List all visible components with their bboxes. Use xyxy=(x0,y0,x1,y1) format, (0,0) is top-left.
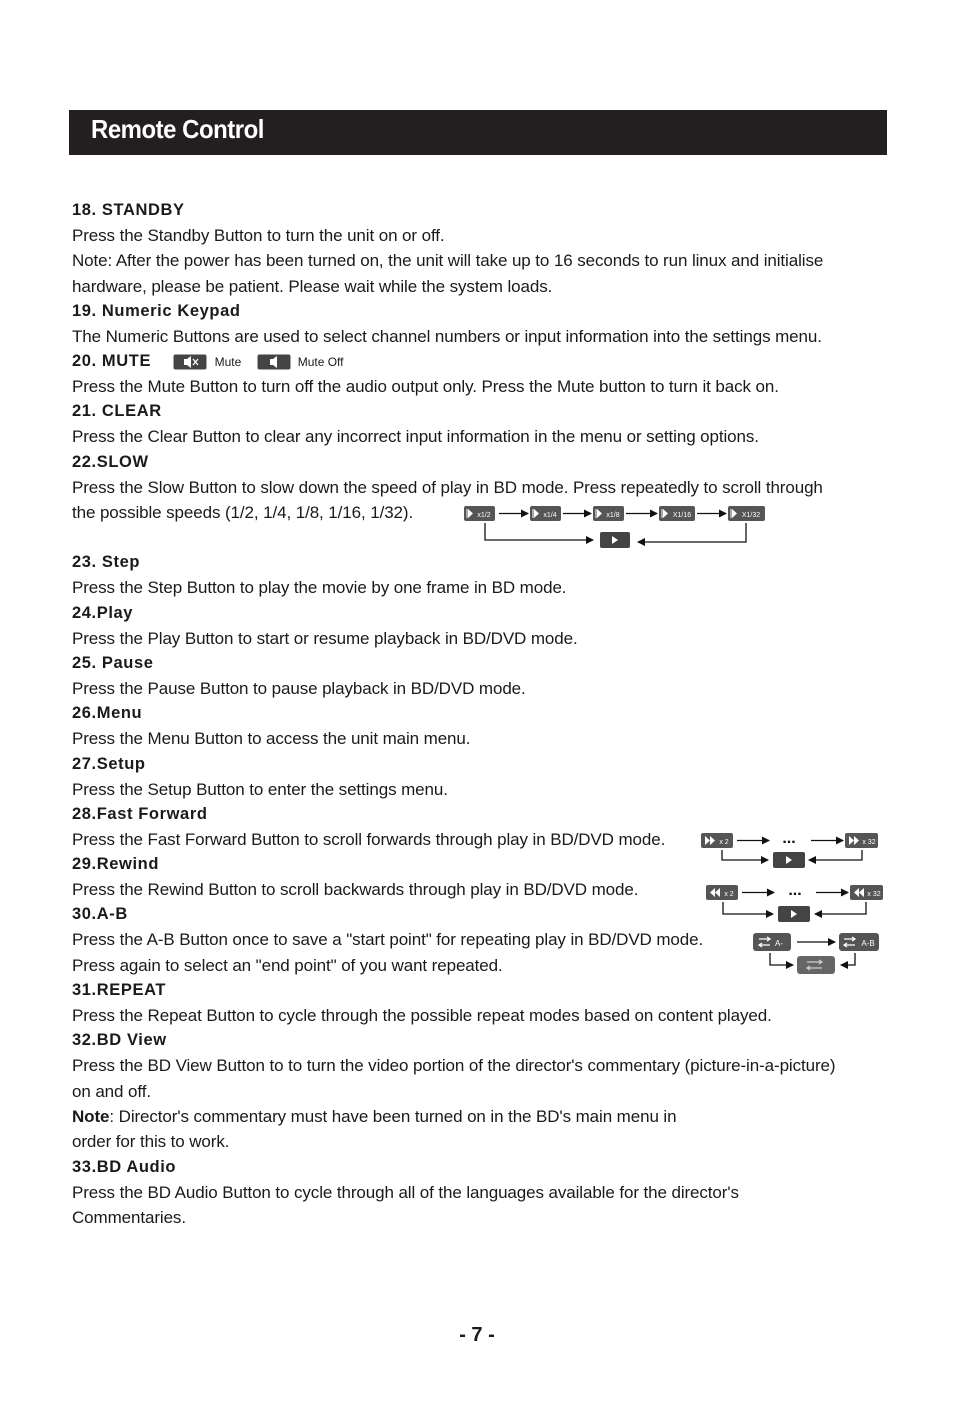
text-ab-2: Press again to select an "end point" of you want repeated. xyxy=(72,955,503,975)
heading-standby: 18. STANDBY xyxy=(72,201,185,219)
ab-end-icon xyxy=(839,933,879,951)
page-number: - 7 - xyxy=(459,1324,495,1346)
text-mute-1: Press the Mute Button to turn off the audio output only. Press the Mute button to turn it back on. xyxy=(72,377,779,397)
text-slow-1: Press the Slow Button to slow down the speed of play in BD mode. Press repeatedly to scroll through xyxy=(72,477,823,497)
text-menu-1: Press the Menu Button to access the unit main menu. xyxy=(72,729,471,749)
text-ff-1: Press the Fast Forward Button to scroll forwards through play in BD/DVD mode. xyxy=(72,829,666,849)
heading-setup: 27.Setup xyxy=(72,754,146,773)
heading-play: 24.Play xyxy=(72,603,134,622)
rew-dots: ... xyxy=(788,882,802,899)
rew-play-icon xyxy=(778,906,810,922)
slow-speed-x1-4-icon xyxy=(530,506,561,521)
text-standby-1: Press the Standby Button to turn the unit on or off. xyxy=(72,226,445,245)
text-pause-1: Press the Pause Button to pause playback in BD/DVD mode. xyxy=(72,678,526,698)
heading-menu: 26.Menu xyxy=(72,704,143,723)
manual-content xyxy=(72,198,902,1230)
heading-step: 23. Step xyxy=(72,553,141,572)
heading-rewind: 29.Rewind xyxy=(72,855,160,874)
slow-play-icon xyxy=(600,532,630,548)
heading-ab: 30.A-B xyxy=(72,905,128,924)
slow-speed-x1-16-icon xyxy=(659,506,695,521)
heading-mute: 20. MUTE xyxy=(72,352,152,371)
text-bdview-3: : Director's commentary must have been turned on in the BD's main menu in xyxy=(109,1106,677,1126)
heading-pause: 25. Pause xyxy=(72,653,154,672)
note-label: Note xyxy=(72,1106,110,1126)
fast-forward-diagram xyxy=(699,830,884,870)
rew-x2-icon xyxy=(706,885,738,900)
text-rew-1: Press the Rewind Button to scroll backwards through play in BD/DVD mode. xyxy=(72,880,639,900)
ff-play-icon xyxy=(773,852,805,868)
text-repeat-1: Press the Repeat Button to cycle through the possible repeat modes based on content played. xyxy=(72,1006,772,1026)
text-bdaudio-2: Commentaries. xyxy=(72,1207,186,1227)
slow-speed-x1-2-icon xyxy=(464,506,495,521)
ff-x2-icon xyxy=(701,833,733,848)
slow-speed-label-1: x1/2 xyxy=(477,512,491,519)
rewind-diagram xyxy=(704,882,889,924)
ab-second-label: A-B xyxy=(861,939,875,948)
mute-icon xyxy=(173,354,207,370)
text-standby-3: hardware, please be patient. Please wait while the system loads. xyxy=(72,276,553,296)
slow-speed-label-2: x1/4 xyxy=(543,512,557,519)
page-title: Remote Control xyxy=(91,114,264,144)
heading-keypad: 19. Numeric Keypad xyxy=(72,301,241,320)
ff-first-label: x 2 xyxy=(719,839,729,846)
heading-bd-audio xyxy=(72,1155,902,1180)
mute-label: Mute xyxy=(214,354,242,369)
heading-slow: 22.SLOW xyxy=(72,452,149,471)
heading-bd-audio-num: 33 xyxy=(72,1157,92,1176)
ab-repeat-diagram xyxy=(751,930,885,976)
ab-first-label: A- xyxy=(775,939,783,948)
text-play-1: Press the Play Button to start or resume playback in BD/DVD mode. xyxy=(72,628,578,648)
slow-speed-label-5: X1/32 xyxy=(741,512,761,519)
text-bdaudio-1: Press the BD Audio Button to cycle through all of the languages available for the director's xyxy=(72,1182,739,1202)
text-clear-1: Press the Clear Button to clear any incorrect input information in the menu or setting options. xyxy=(72,427,759,447)
rew-x32-icon xyxy=(850,885,883,900)
text-standby-2: Note: After the power has been turned on, the unit will take up to 16 seconds to run linux and initialise xyxy=(72,251,824,271)
text-bdview-2: on and off. xyxy=(72,1081,151,1101)
text-bdview-4: order for this to work. xyxy=(72,1132,230,1152)
text-ab-1: Press the A-B Button once to save a "start point" for repeating play in BD/DVD mode. xyxy=(72,930,704,950)
ff-dots: ... xyxy=(782,830,796,847)
text-setup-1: Press the Setup Button to enter the settings menu. xyxy=(72,779,448,799)
slow-speed-label-4: X1/16 xyxy=(672,512,692,519)
ab-off-icon xyxy=(797,956,835,974)
slow-speed-x1-8-icon xyxy=(593,506,624,521)
text-step-1: Press the Step Button to play the movie by one frame in BD mode. xyxy=(72,578,567,598)
heading-bd-audio-text: .BD Audio xyxy=(91,1157,177,1176)
mute-off-icon xyxy=(257,354,291,370)
header-bar xyxy=(69,110,887,155)
heading-mute-row xyxy=(72,349,902,374)
heading-repeat: 31.REPEAT xyxy=(72,981,167,1000)
ff-last-label: x 32 xyxy=(862,839,876,846)
heading-fast-forward: 28.Fast Forward xyxy=(72,804,208,823)
heading-bd-view: 32.BD View xyxy=(72,1031,167,1050)
ab-start-icon xyxy=(753,933,791,951)
rew-last-label: x 32 xyxy=(867,891,881,898)
mute-off-label: Mute Off xyxy=(297,354,344,369)
text-bdview-1: Press the BD View Button to to turn the video portion of the director's commentary (picture-in-a-picture) xyxy=(72,1056,836,1076)
ff-x32-icon xyxy=(845,833,878,848)
slow-speed-label-3: x1/8 xyxy=(606,512,620,519)
rew-first-label: x 2 xyxy=(724,891,734,898)
text-keypad-1: The Numeric Buttons are used to select channel numbers or input information into the settings menu. xyxy=(72,326,822,346)
heading-clear: 21. CLEAR xyxy=(72,402,162,421)
slow-speed-diagram xyxy=(462,503,772,551)
text-bdview-note xyxy=(72,1104,902,1129)
slow-speed-x1-32-icon xyxy=(728,506,765,521)
text-slow-2: the possible speeds (1/2, 1/4, 1/8, 1/16, 1/32). xyxy=(72,503,414,523)
